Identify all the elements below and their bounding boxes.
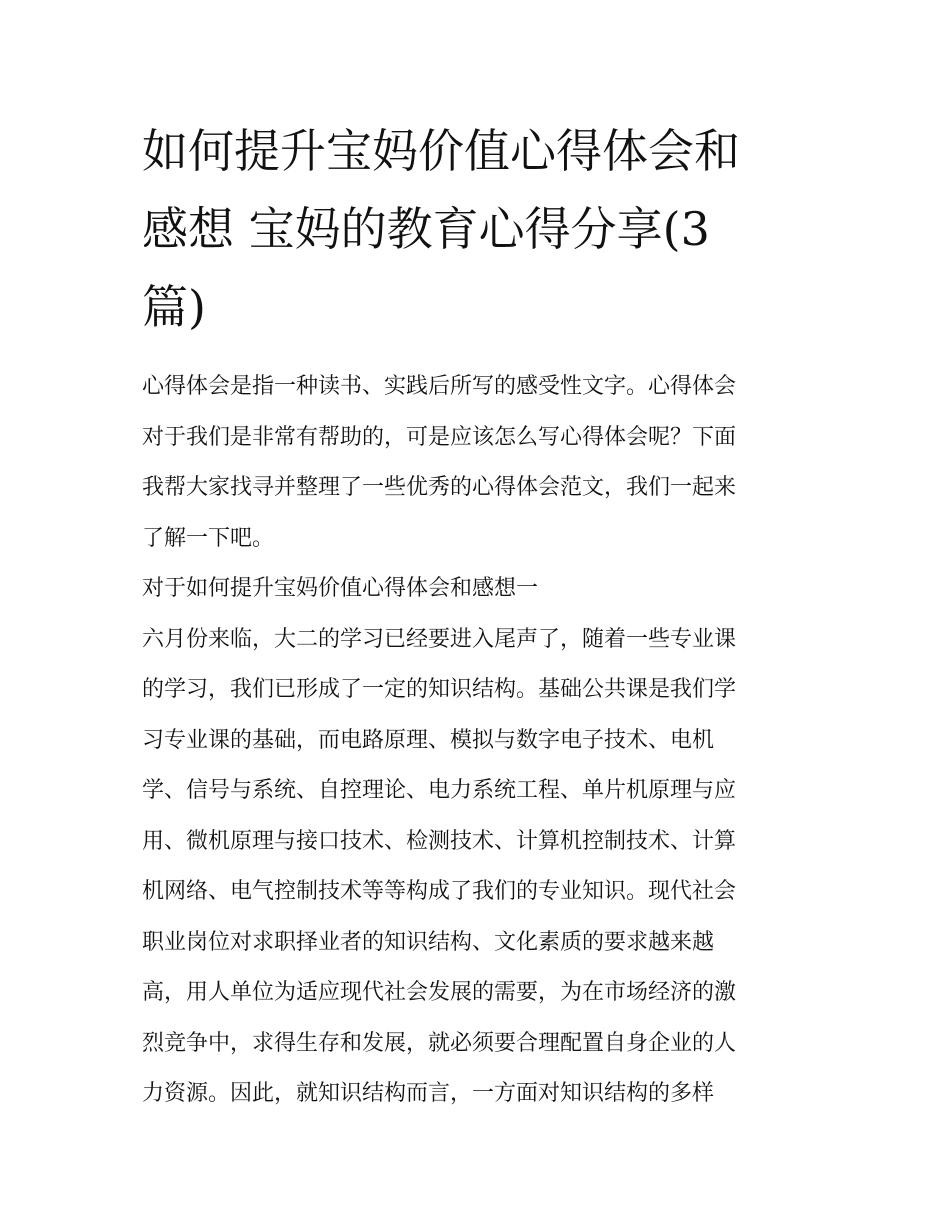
intro-paragraph xyxy=(142,362,814,564)
title-line: 如何提升宝妈价值心得体会和 xyxy=(142,124,740,178)
body-line: 学、信号与系统、自控理论、电力系统工程、单片机原理与应 xyxy=(142,778,737,803)
title-line: 篇) xyxy=(142,280,206,334)
body-paragraph xyxy=(142,615,814,1120)
body-line: 机网络、电气控制技术等等构成了我们的专业知识。现代社会 xyxy=(142,879,737,904)
document-title xyxy=(142,112,814,346)
body-line: 用、微机原理与接口技术、检测技术、计算机控制技术、计算 xyxy=(142,828,737,854)
body-line: 高，用人单位为适应现代社会发展的需要，为在市场经济的激 xyxy=(142,980,737,1005)
body-line: 职业岗位对求职择业者的知识结构、文化素质的要求越来越 xyxy=(142,929,715,955)
body-line: 的学习，我们已形成了一定的知识结构。基础公共课是我们学 xyxy=(142,677,737,702)
body-line: 六月份来临，大二的学习已经要进入尾声了，随着一些专业课 xyxy=(142,626,737,652)
document-page xyxy=(142,112,814,1120)
section-heading: 对于如何提升宝妈价值心得体会和感想一 xyxy=(142,576,539,601)
intro-line: 心得体会是指一种读书、实践后所写的感受性文字。心得体会 xyxy=(142,374,737,399)
intro-line: 了解一下吧。 xyxy=(142,525,275,551)
title-line: 感想 宝妈的教育心得分享(3 xyxy=(142,202,710,256)
body-line: 习专业课的基础，而电路原理、模拟与数字电子技术、电机 xyxy=(142,727,715,753)
intro-line: 对于我们是非常有帮助的，可是应该怎么写心得体会呢？下面 xyxy=(142,424,737,450)
body-line: 烈竞争中，求得生存和发展，就必须要合理配置自身企业的人 xyxy=(142,1030,737,1056)
intro-line: 我帮大家找寻并整理了一些优秀的心得体会范文，我们一起来 xyxy=(142,475,737,500)
body-line: 力资源。因此，就知识结构而言，一方面对知识结构的多样 xyxy=(142,1081,715,1106)
